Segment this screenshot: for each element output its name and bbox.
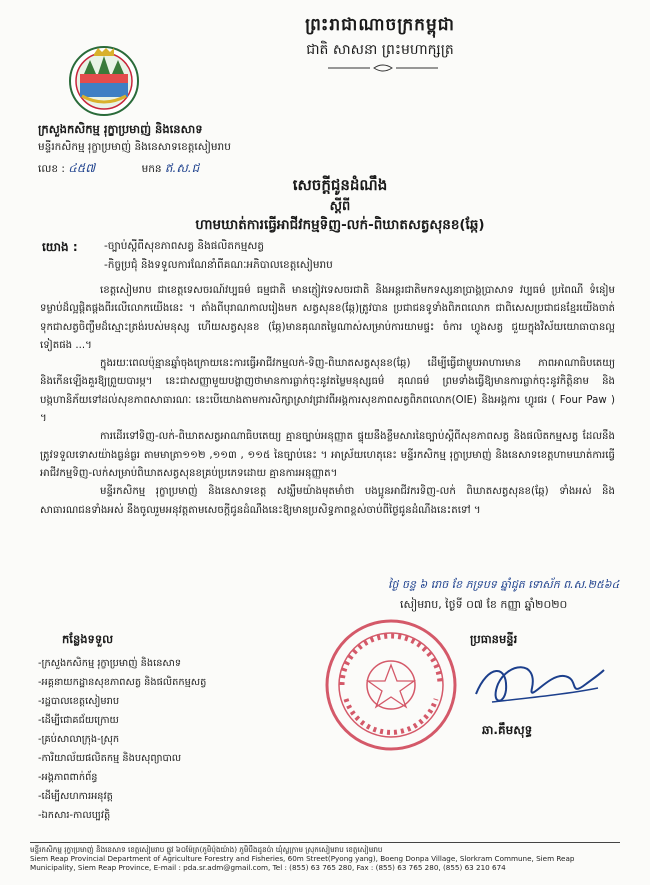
- recipient-item: -អង្គភាពពាក់ព័ន្ធ: [38, 772, 98, 783]
- national-motto: ជាតិ សាសនា ព្រះមហាក្សត្រ: [306, 42, 454, 58]
- signatory-title: ប្រធានមន្ទីរ: [470, 632, 518, 646]
- signatory-name: ឆា.គឹមសុទ្ធ: [482, 723, 533, 737]
- reference-item: -កិច្ចប្រជុំ និងទទួលការណែនាំពីគណៈអភិបាលខេត្តសៀមរាប: [104, 259, 333, 271]
- footer-khmer: មន្ទីរកសិកម្ម រុក្ខាប្រមាញ់ និងនេសាទ ខេត្តសៀមរាប ផ្លូវ ៦០ម៉ែត្រ(ភូមិប៉ុងយ៉ាង) ភូមិបឹងដូនប៉ា ឃុំស្លក្រាម ស្រុកសៀមរាប ខេត្តសៀមរាប: [30, 845, 383, 854]
- body-paragraph: មន្ទីរកសិកម្ម រុក្ខាប្រមាញ់ និងនេសាទខេត្ត សង្ឃឹមយ៉ាងមុតមាំថា បងប្អូនអាជីវករទិញ-លក់ ពិឃាតសត្វសុនខ(ឆ្កែ) ទាំងអស់ និងសាធារណជនទាំងអស់ នឹងចូលរួមអនុវត្តតាមសេចក្តីជូនដំណឹងនេះឱ្យមានប្រសិទ្ធភាពខ្ពស់ចាប់ពីថ្ងៃជូនដំណឹងនេះតទៅ ។: [40, 486, 615, 516]
- recipients-title: កន្លែងទទួល: [62, 632, 114, 646]
- document-type: សេចក្តីជូនដំណឹង: [292, 176, 388, 194]
- reference-item: -ច្បាប់ស្តីពីសុខភាពសត្វ និងផលិតកម្មសត្វ: [104, 240, 265, 252]
- department-name: មន្ទីរកសិកម្ម រុក្ខាប្រមាញ់ និងនេសាទខេត្តសៀមរាប: [38, 141, 231, 153]
- references-label: យោង :: [42, 240, 78, 254]
- recipient-item: -ឯកសារ-កាលប្បវត្តិ: [38, 810, 111, 821]
- footer-english: Siem Reap Provincial Department of Agriculture Forestry and Fisheries, 60m Street(Pyong yang), Boeng Donpa Village, Slorkram Commune, Siem Reap Municipality, Siem Reap Province, E-mail : pda.sr.adm@gmail.com, Tel : (855) 63 765 280, Fax : (855) 63 765 280, (855) 63 210 674: [30, 854, 575, 872]
- footer-address: [30, 845, 620, 872]
- official-stamp: [322, 615, 460, 755]
- footer-divider: [30, 842, 620, 843]
- ministry-name: ក្រសួងកសិកម្ម រុក្ខាប្រមាញ់ និងនេសាទ: [38, 122, 203, 136]
- handwritten-signature: [468, 654, 608, 714]
- recipient-item: -រដ្ឋបាលខេត្តសៀមរាប: [38, 696, 120, 707]
- body-paragraph: ខេត្តសៀមរាប ជាខេត្តទេសចរណ៍វប្បធម៌ ធម្មជាតិ មានភ្ញៀវទេសចរជាតិ និងអន្តរជាតិមកទស្សនាប្រាង្គប្រាសាទ វប្បធម៌ ប្រពៃណី ទំនៀមទម្លាប់ដ៏ល្អផ្តិតផ្តងពីរលើលោកយើងនេះ ។ តាំងពីបុរាណកាលរៀងមក សត្វសុនខ(ឆ្កែ)ត្រូវបាន ប្រជាជនទូទាំងពិភពលោក ជាពិសេសប្រជាជនខ្មែរយើងចាត់ទុកជាសត្វចិញ្ចឹមដ៏ស្មោះត្រង់របស់មនុស្ស ហើយសត្វសុនខ (ឆ្កែ)មានគុណតម្លៃណាស់សម្រាប់ការយាមផ្ទះ ចំការ ហ្វូងសត្វ ជួយក្នុងវិស័យយោធាបានល្អទៀតផង ...។: [40, 285, 615, 351]
- document-subject: ហាមឃាត់ការធ្វើអាជីវកម្មទិញ-លក់-ពិឃាតសត្វសុនខ(ឆ្កែ): [195, 217, 485, 233]
- lunar-date: ថ្ងៃ ចន្ទ ៦ រោច ខែ ភទ្របទ ឆ្នាំជូត ទោស័ក ព.ស.២៥៦៤: [388, 578, 620, 591]
- recipient-item: -ដើម្បីសហការអនុវត្ត: [38, 791, 113, 802]
- recipient-item: -ក្រសួងកសិកម្ម រុក្ខាប្រមាញ់ និងនេសាទ: [38, 658, 182, 669]
- body-paragraph: ក្នុងរយៈពេលប៉ុន្មានឆ្នាំចុងក្រោយនេះការធ្វើអាជីវកម្មលក់-ទិញ-ពិឃាតសត្វសុនខ(ឆ្កែ) ដើម្បីធ្វើជាម្ហូបអាហារមាន ភាពអាណាធិបតេយ្យ និងកើនឡើងគួរឱ្យព្រួយបារម្ភ។ នេះជាសញ្ញាមួយបង្ហាញថាមានការធ្លាក់ចុះនូវតម្លៃមនុស្សធម៌ គុណធម៌ ព្រមទាំងធ្វើឱ្យមានការធ្លាក់ចុះនូវកិត្តិនាម និងបង្កហានិភ័យទៅដល់សុខភាពសាធារណៈ នេះបើយោងតាមការសិក្សាស្រាវជ្រាវពីអង្គការសុខភាពសត្វពិភពលោក(OIE) និងអង្គការ ហ្វូរផរ ( Four Paw ) ។: [40, 358, 615, 425]
- number-label: លេខ :: [38, 163, 65, 175]
- body-paragraph: ការដើរទៅទិញ-លក់-ពិឃាតសត្វអាណាធិបតេយ្យ គ្មានច្បាប់អនុញ្ញាត ផ្ទុយនឹងខ្លឹមសារនៃច្បាប់ស្តីពីសុខភាពសត្វ និងផលិតកម្មសត្វ ដែលនឹងត្រូវទទួលទោសយ៉ាងធ្ងន់ធ្ងរ តាមមាត្រា១១២ ,១១៣ , ១១៥ នៃច្បាប់នេះ ។ អាស្រ័យហេតុនេះ មន្ទីរកសិកម្ម រុក្ខាប្រមាញ់ និងនេសាទខេត្តហាមឃាត់ការធ្វើអាជីវកម្មទិញ-លក់សម្រាប់ពិឃាតសត្វសុនខគ្រប់ប្រភេទដោយ គ្មានការអនុញ្ញាត។: [40, 431, 615, 479]
- body-text: [40, 282, 615, 520]
- recipient-item: -គ្រប់សាលាក្រុង-ស្រុក: [38, 734, 120, 745]
- kingdom-heading: ព្រះរាជាណាចក្រកម្ពុជា: [305, 15, 455, 35]
- recipient-item: -ដើម្បីជោគជ័យក្រោយ: [38, 715, 119, 726]
- number-value: ៤៥៧: [68, 161, 96, 175]
- recipient-item: -ការិយាល័យផលិតកម្ម និងបសុព្យាបាល: [38, 753, 182, 764]
- recipient-item: -អគ្គនាយកដ្ឋានសុខភាពសត្វ និងផលិតកម្មសត្វ: [38, 677, 207, 688]
- suffix-value: ឥ.ស.ជ: [164, 161, 200, 175]
- about-label: ស្តីពី: [329, 199, 351, 214]
- ministry-logo: [68, 44, 140, 118]
- suffix-label: មកន: [141, 163, 162, 175]
- solar-date: សៀមរាប, ថ្ងៃទី ០៧ ខែ កញ្ញា ឆ្នាំ២០២០: [400, 598, 568, 611]
- ornament-divider: [328, 64, 438, 72]
